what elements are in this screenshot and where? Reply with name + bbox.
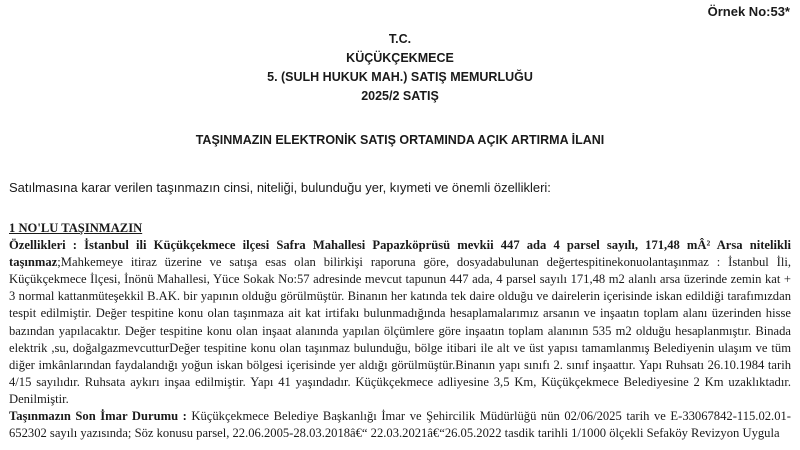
intro-text: Satılmasına karar verilen taşınmazın cinsi, niteliği, bulunduğu yer, kıymeti ve önemli özellikleri: [9,180,551,195]
features-summary: İstanbul ili Küçükçekmece ilçesi Safra Mahallesi Papazköprüsü mevkii 447 ada 4 parsel sayılı, 171,48 mÂ² Arsa nitelikli taşınmaz [9,238,791,270]
notice-title: TAŞINMAZIN ELEKTRONİK SATIŞ ORTAMINDA AÇIK ARTIRMA İLANI [195,133,605,147]
header-district: KÜÇÜKÇEKMECE [346,51,454,65]
zoning-status [9,408,791,442]
sample-number: Örnek No:53* [707,4,790,19]
zoning-label: Taşınmazın Son İmar Durumu : [9,409,192,424]
header-tc: T.C. [388,32,412,46]
zoning-description: Küçükçekmece Belediye Başkanlığı İmar ve Şehircilik Müdürlüğü nün 02/06/2025 tarih ve E-33067842-115.02.01-652302 sayılı yazısında; Söz konusu parsel, 22.06.2005-28.03.2018â€“ 22.03.2021â€“26.05.2022 tasdik tarihli 1/1000 ölçekli Sefaköy Revizyon Uygula [9,409,791,441]
features-description: ;Mahkemeye itiraz üzerine ve satışa esas olan bilirkişi raporuna göre, dosyadabulunan değertespitinekonuolantaşınmaz : İstanbul İli, Küçükçekmece İlçesi, İnönü Mahallesi, Yüce Sokak No:57 adresinde mevcut tapunun 447 ada, 4 parsel sayılı 171,48 m2 alanlı arsa üzerinde zemin kat + 3 normal kattanmüteşekkil B.AK. bir yapının olduğu görülmüştür. Binanın her katında tek daire olduğu ve dairelerin içerisinde iskan edildiği tarafımızdan tespit edilmiştir. Değer tespitine konu olan taşınmaza ait kat irtifakı bulunmadığında hesaplamalarımız arsanın ve inşaatın toplam alanı üzerinden hisse bazından yapılacaktır. Değer tespitine konu olan inşaat alanında yapılan ölçümlere göre inşaatın toplam alanının 535 m2 olduğu hesaplanmıştır. Binada elektrik ,su, doğalgazmevcutturDeğer tespitine konu olan taşınmaz bulunduğu, bölge itibari ile alt ve üst yapısı tamamlanmış Belediyenin ulaşım ve tüm diğer imkânlarından faydalandığı yoğun iskan bölgesi içerisinde yer aldığı görülmüştür.Binanın yapı sınıfı 2. sınıf inşaattır. Yapı Ruhsatı 26.10.1984 tarih 4/15 sayılıdır. Ruhsata aykırı inşaa edilmiştir. Yapı 41 yaşındadır. Küçükçekmece adliyesine 3,5 Km, Küçükçekmece Belediyesine 2 Km uzaklıktadır. Denilmiştir. [9,255,791,406]
property-section [9,220,791,442]
office-header [0,30,800,106]
header-file-no: 2025/2 SATIŞ [361,89,439,103]
features-label: Özellikleri : [9,238,85,253]
header-office: 5. (SULH HUKUK MAH.) SATIŞ MEMURLUĞU [267,70,533,84]
property-heading: 1 NO'LU TAŞINMAZIN [9,221,143,235]
property-features [9,237,791,408]
